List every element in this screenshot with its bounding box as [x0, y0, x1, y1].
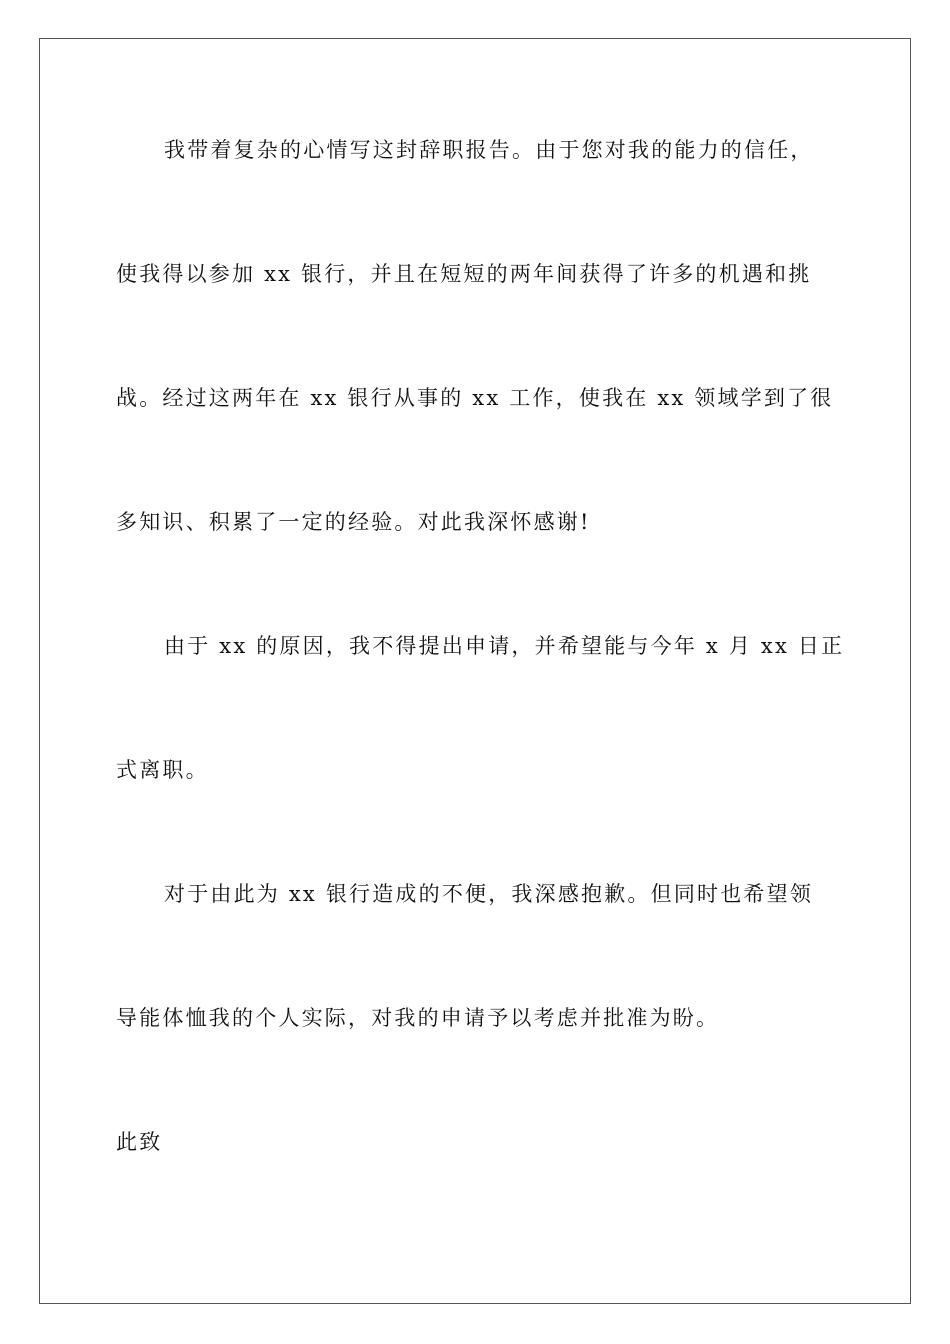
paragraph-2-line-2: 式离职。 — [116, 758, 209, 782]
paragraph-1-line-4: 多知识、积累了一定的经验。对此我深怀感谢! — [116, 510, 591, 534]
paragraph-3-line-2: 导能体恤我的个人实际，对我的申请予以考虑并批准为盼。 — [116, 1006, 720, 1030]
page-border — [39, 38, 911, 1304]
closing-salutation: 此致 — [116, 1130, 163, 1154]
paragraph-1-line-3: 战。经过这两年在 xx 银行从事的 xx 工作，使我在 xx 领域学到了很 — [116, 386, 834, 410]
paragraph-2-line-1: 由于 xx 的原因，我不得提出申请，并希望能与今年 x 月 xx 日正 — [164, 634, 845, 658]
paragraph-1-line-1: 我带着复杂的心情写这封辞职报告。由于您对我的能力的信任， — [164, 138, 814, 162]
paragraph-3-line-1: 对于由此为 xx 银行造成的不便，我深感抱歉。但同时也希望领 — [164, 882, 814, 906]
paragraph-1-line-2: 使我得以参加 xx 银行，并且在短短的两年间获得了许多的机遇和挑 — [116, 262, 812, 286]
